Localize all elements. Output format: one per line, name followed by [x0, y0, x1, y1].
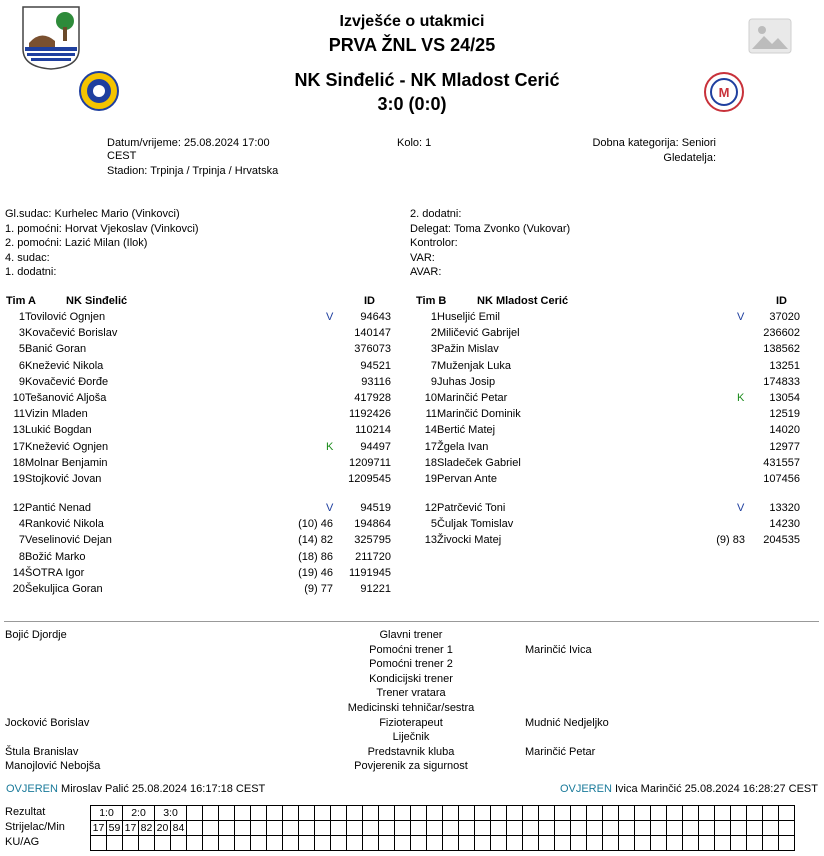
player-number: 1: [18, 311, 25, 323]
ku-ag-cell: [747, 836, 763, 851]
result-cell: [731, 806, 747, 821]
result-cell: [779, 806, 795, 821]
player-id: 431557: [763, 456, 800, 469]
scorer-cell: [491, 821, 507, 836]
official-right-item: AVAR:: [410, 266, 442, 278]
scorer-cell: [299, 821, 315, 836]
ku-ag-cell: [475, 836, 491, 851]
scorer-cell: [587, 821, 603, 836]
result-cell: [267, 806, 283, 821]
match-timezone: CEST: [107, 150, 137, 162]
player-name: Tovilović Ognjen: [25, 311, 106, 323]
staff-team-b: Marinčić Petar: [525, 745, 596, 758]
staff-team-a: Manojlović Nebojša: [5, 760, 101, 773]
goalkeeper-mark: V: [326, 311, 334, 323]
staff-role: Kondicijski trener: [369, 672, 453, 685]
player-id: 13320: [769, 502, 800, 514]
county-coat-of-arms: [21, 5, 81, 71]
player-id: 376073: [354, 343, 391, 356]
scorer-cell: [475, 821, 491, 836]
result-cell: [747, 806, 763, 821]
scorer-cell: [363, 821, 379, 836]
player-name: Lukić Bogdan: [25, 424, 92, 437]
player-id: 14020: [769, 424, 800, 437]
scorer-cell: [315, 821, 331, 836]
player-number: 5: [430, 518, 437, 531]
result-row-label: Rezultat: [5, 806, 46, 818]
player-name: Banić Goran: [25, 343, 87, 356]
scorer-cell: [539, 821, 555, 836]
substitution-info: (19) 46: [298, 566, 333, 579]
scorer-cell: [747, 821, 763, 836]
scorer-cell: [267, 821, 283, 836]
result-cell: [283, 806, 299, 821]
score-table: [90, 805, 795, 851]
player-name: Juhas Josip: [437, 375, 496, 388]
staff-role: Trener vratara: [376, 687, 446, 700]
result-cell: [203, 806, 219, 821]
player-number: 9: [430, 375, 437, 388]
official-left-item: 2. pomoćni: Lazić Milan (Ilok): [5, 237, 148, 249]
result-cell: [699, 806, 715, 821]
substitution-info: (9) 83: [716, 534, 745, 547]
player-number: 7: [18, 534, 25, 547]
scorer-cell: [523, 821, 539, 836]
player-number: 4: [18, 518, 25, 531]
ku-ag-cell: [667, 836, 683, 851]
player-id: 12519: [769, 408, 800, 421]
ku-ag-cell: [651, 836, 667, 851]
player-name: Knežević Ognjen: [25, 440, 109, 453]
result-cell: [571, 806, 587, 821]
staff-role: Glavni trener: [379, 629, 443, 641]
match-datetime: Datum/vrijeme: 25.08.2024 17:00: [107, 137, 270, 149]
ku-ag-cell: [555, 836, 571, 851]
player-name: Muženjak Luka: [437, 359, 511, 372]
result-cell: [379, 806, 395, 821]
result-cell: 2:0: [123, 806, 155, 821]
player-name: Vizin Mladen: [25, 408, 88, 421]
player-name: Kovačević Borislav: [25, 327, 118, 340]
player-id: 174833: [763, 375, 800, 388]
result-cell: [651, 806, 667, 821]
ku-ag-cell: [459, 836, 475, 851]
player-name: Miličević Gabrijel: [437, 327, 520, 340]
official-right-item: Delegat: Toma Zvonko (Vukovar): [410, 222, 571, 235]
substitution-info: (14) 82: [298, 534, 333, 547]
scorer-cell: [331, 821, 347, 836]
player-number: 5: [18, 343, 25, 356]
scorer-cell: 82: [139, 821, 155, 836]
captain-mark: K: [326, 440, 334, 453]
official-left-item: 4. sudac:: [5, 251, 50, 264]
report-title: Izvješće o utakmici: [339, 13, 485, 30]
player-name: Molnar Benjamin: [25, 456, 108, 469]
scorer-cell: [683, 821, 699, 836]
player-id: 12977: [769, 440, 800, 453]
scorer-cell: [667, 821, 683, 836]
result-cell: [315, 806, 331, 821]
staff-team-a: Bojić Djordje: [5, 629, 67, 641]
result-cell: [251, 806, 267, 821]
player-number: 1: [430, 311, 437, 323]
ku-ag-cell: [619, 836, 635, 851]
ku-ag-cell: [395, 836, 411, 851]
player-id: 1209545: [348, 473, 391, 485]
staff-team-b: Marinčić Ivica: [525, 643, 592, 656]
player-id: 94497: [360, 440, 391, 453]
result-cell: [475, 806, 491, 821]
team-a-label: Tim A: [6, 295, 36, 307]
ku-ag-cell: [251, 836, 267, 851]
player-id: 13251: [769, 359, 800, 372]
scorer-cell: [347, 821, 363, 836]
ku-ag-cell: [779, 836, 795, 851]
result-cell: [491, 806, 507, 821]
result-cell: [603, 806, 619, 821]
player-number: 12: [12, 502, 25, 514]
ku-ag-cell: [411, 836, 427, 851]
player-name: Veselinović Dejan: [25, 534, 112, 547]
player-number: 19: [424, 473, 437, 485]
player-name: ŠOTRA Igor: [25, 566, 85, 579]
player-number: 3: [430, 343, 437, 356]
ku-ag-cell: [603, 836, 619, 851]
divider: [4, 621, 819, 622]
scorer-cell: [731, 821, 747, 836]
player-id: 91221: [360, 583, 391, 595]
verified-text-right: Ivica Marinčić 25.08.2024 16:28:27 CEST: [614, 783, 818, 795]
team-a-id-header: ID: [364, 295, 375, 307]
player-number: 6: [18, 359, 25, 372]
scorer-cell: [555, 821, 571, 836]
player-id: 94643: [360, 311, 391, 323]
scorer-cell: [395, 821, 411, 836]
official-right-item: Kontrolor:: [410, 237, 458, 249]
player-number: 9: [18, 375, 25, 388]
player-name: Božić Marko: [25, 550, 86, 563]
scorer-cell: [619, 821, 635, 836]
ku-ag-row-label: KU/AG: [5, 836, 40, 848]
substitution-info: (9) 77: [304, 583, 333, 595]
result-cell: [619, 806, 635, 821]
team-b-label: Tim B: [416, 295, 447, 307]
official-left-item: Gl.sudac: Kurhelec Mario (Vinkovci): [5, 208, 180, 220]
player-number: 13: [12, 424, 25, 437]
scorer-cell: 17: [91, 821, 107, 836]
verification-left: [6, 783, 265, 795]
scorer-cell: [187, 821, 203, 836]
ku-ag-cell: [715, 836, 731, 851]
staff-team-a: Jocković Borislav: [5, 716, 90, 729]
result-cell: [507, 806, 523, 821]
result-cell: [555, 806, 571, 821]
player-id: 1209711: [348, 456, 391, 469]
player-number: 14: [12, 566, 25, 579]
scorer-row-label: Strijelac/Min: [5, 821, 65, 833]
scorer-cell: [699, 821, 715, 836]
result-cell: [427, 806, 443, 821]
goalkeeper-mark: V: [737, 502, 745, 514]
result-cell: [635, 806, 651, 821]
player-id: 417928: [354, 392, 391, 404]
ku-ag-cell: [219, 836, 235, 851]
scorer-cell: [763, 821, 779, 836]
player-number: 2: [430, 327, 437, 340]
ku-ag-cell: [491, 836, 507, 851]
player-number: 3: [18, 327, 25, 340]
scorer-cell: 84: [171, 821, 187, 836]
player-number: 13: [424, 534, 437, 547]
staff-team-b: Mudnić Nedjeljko: [525, 716, 609, 729]
player-number: 11: [425, 408, 437, 421]
match-score: 3:0 (0:0): [377, 94, 447, 114]
verified-tag-left: OVJEREN: [6, 783, 58, 795]
scorer-cell: 20: [155, 821, 171, 836]
player-name: Bertić Matej: [437, 424, 496, 437]
player-number: 10: [12, 392, 25, 404]
team-b-name: NK Mladost Cerić: [477, 295, 569, 307]
ku-ag-cell: [139, 836, 155, 851]
player-number: 17: [12, 440, 25, 453]
player-number: 19: [12, 473, 25, 485]
scorer-cell: [571, 821, 587, 836]
player-id: 1191945: [348, 566, 391, 579]
team-a-name: NK Sinđelić: [66, 295, 128, 307]
ku-ag-cell: [635, 836, 651, 851]
scorer-cell: [603, 821, 619, 836]
player-number: 11: [13, 408, 25, 421]
ku-ag-cell: [283, 836, 299, 851]
player-id: 94519: [360, 502, 391, 514]
substitution-info: (10) 46: [298, 518, 333, 531]
player-name: Žgela Ivan: [437, 440, 489, 453]
scorer-cell: 59: [107, 821, 123, 836]
scorer-cell: [235, 821, 251, 836]
staff-team-a: Štula Branislav: [5, 745, 79, 758]
player-name: Marinčić Dominik: [437, 408, 521, 421]
team-b-id-header: ID: [776, 295, 787, 307]
player-name: Pažin Mislav: [437, 343, 499, 356]
match-stadium: Stadion: Trpinja / Trpinja / Hrvatska: [107, 165, 279, 177]
ku-ag-cell: [587, 836, 603, 851]
ku-ag-cell: [155, 836, 171, 851]
player-number: 12: [424, 502, 437, 514]
player-id: 107456: [763, 473, 800, 485]
verification-right: [500, 783, 818, 795]
player-name: Patrčević Toni: [437, 502, 506, 514]
player-id: 138562: [763, 343, 800, 356]
player-number: 8: [18, 550, 25, 563]
age-category: Dobna kategorija: Seniori: [592, 137, 716, 149]
verified-text-left: Miroslav Palić 25.08.2024 16:17:18 CEST: [61, 783, 266, 795]
staff-role: Pomoćni trener 1: [369, 643, 453, 656]
result-cell: [523, 806, 539, 821]
home-club-crest: [79, 71, 119, 111]
scorer-cell: [411, 821, 427, 836]
result-cell: [187, 806, 203, 821]
ku-ag-cell: [171, 836, 187, 851]
scorer-cell: [203, 821, 219, 836]
ku-ag-cell: [107, 836, 123, 851]
ku-ag-cell: [379, 836, 395, 851]
ku-ag-cell: [539, 836, 555, 851]
player-name: Čuljak Tomislav: [437, 518, 514, 531]
scorer-cell: [283, 821, 299, 836]
staff-role: Medicinski tehničar/sestra: [347, 702, 475, 714]
player-name: Stojković Jovan: [25, 473, 102, 485]
result-cell: [683, 806, 699, 821]
scorer-cell: [651, 821, 667, 836]
staff-role: Povjerenik za sigurnost: [354, 760, 468, 773]
ku-ag-cell: [315, 836, 331, 851]
scorer-cell: [379, 821, 395, 836]
ku-ag-cell: [91, 836, 107, 851]
player-number: 20: [12, 583, 25, 595]
scorer-cell: [443, 821, 459, 836]
result-cell: [539, 806, 555, 821]
match-round: Kolo: 1: [397, 137, 432, 149]
ku-ag-cell: [235, 836, 251, 851]
player-name: Kovačević Đorđe: [25, 375, 109, 388]
player-id: 14230: [769, 518, 800, 531]
ku-ag-cell: [507, 836, 523, 851]
player-name: Šekuljica Goran: [25, 583, 103, 595]
player-id: 13054: [769, 392, 800, 404]
federation-logo-placeholder: [748, 18, 792, 54]
player-id: 110214: [355, 424, 391, 437]
spectators: Gledatelja:: [663, 152, 716, 164]
goalkeeper-mark: V: [737, 311, 745, 323]
scorer-cell: [251, 821, 267, 836]
result-cell: [395, 806, 411, 821]
ku-ag-cell: [571, 836, 587, 851]
ku-ag-cell: [331, 836, 347, 851]
result-cell: [667, 806, 683, 821]
result-cell: [443, 806, 459, 821]
player-number: 18: [12, 456, 25, 469]
player-number: 7: [430, 359, 437, 372]
result-cell: [587, 806, 603, 821]
staff-role: Pomoćni trener 2: [369, 658, 453, 671]
player-name: Marinčić Petar: [437, 392, 508, 404]
player-name: Živocki Matej: [437, 534, 502, 547]
player-id: 204535: [763, 534, 800, 547]
official-left-item: 1. dodatni:: [5, 266, 57, 278]
ku-ag-cell: [763, 836, 779, 851]
result-cell: [411, 806, 427, 821]
result-cell: [299, 806, 315, 821]
scorer-cell: [427, 821, 443, 836]
player-id: 140147: [354, 327, 391, 340]
player-name: Sladeček Gabriel: [437, 456, 521, 469]
player-id: 1192426: [348, 408, 391, 421]
svg-text:M: M: [718, 85, 730, 100]
scorer-cell: [635, 821, 651, 836]
substitution-info: (18) 86: [298, 550, 333, 563]
player-name: Tešanović Aljoša: [25, 392, 107, 404]
player-id: 211720: [355, 550, 391, 563]
player-name: Pervan Ante: [437, 473, 497, 485]
staff-role: Liječnik: [392, 731, 430, 744]
ku-ag-cell: [363, 836, 379, 851]
player-name: Pantić Nenad: [25, 502, 92, 514]
player-name: Knežević Nikola: [25, 359, 104, 372]
ku-ag-cell: [347, 836, 363, 851]
ku-ag-cell: [699, 836, 715, 851]
result-cell: [331, 806, 347, 821]
result-cell: [763, 806, 779, 821]
scorer-cell: [715, 821, 731, 836]
player-id: 93116: [361, 375, 391, 388]
official-left-item: 1. pomoćni: Horvat Vjekoslav (Vinkovci): [5, 222, 199, 235]
match-title: NK Sinđelić - NK Mladost Cerić: [294, 70, 560, 90]
ku-ag-cell: [203, 836, 219, 851]
official-right-item: 2. dodatni:: [410, 208, 462, 220]
player-id: 194864: [354, 518, 391, 531]
player-id: 236602: [763, 327, 800, 340]
ku-ag-cell: [299, 836, 315, 851]
ku-ag-cell: [123, 836, 139, 851]
ku-ag-cell: [267, 836, 283, 851]
player-id: 94521: [360, 359, 391, 372]
result-cell: 3:0: [155, 806, 187, 821]
verified-tag-right: OVJEREN: [559, 783, 612, 795]
player-name: Huseljić Emil: [437, 311, 500, 323]
ku-ag-cell: [731, 836, 747, 851]
player-id: 325795: [354, 534, 391, 547]
ku-ag-cell: [427, 836, 443, 851]
player-number: 10: [424, 392, 437, 404]
scorer-cell: [219, 821, 235, 836]
scorer-cell: [507, 821, 523, 836]
result-cell: [347, 806, 363, 821]
goalkeeper-mark: V: [326, 502, 334, 514]
scorer-cell: [459, 821, 475, 836]
ku-ag-cell: [683, 836, 699, 851]
result-cell: [715, 806, 731, 821]
official-right-item: VAR:: [410, 251, 435, 264]
result-cell: 1:0: [91, 806, 123, 821]
result-cell: [363, 806, 379, 821]
player-id: 37020: [769, 311, 800, 323]
ku-ag-cell: [443, 836, 459, 851]
result-cell: [235, 806, 251, 821]
ku-ag-cell: [523, 836, 539, 851]
scorer-cell: 17: [123, 821, 139, 836]
staff-role: Predstavnik kluba: [367, 745, 455, 758]
away-club-crest: [702, 71, 746, 113]
scorer-cell: [779, 821, 795, 836]
player-number: 17: [424, 440, 437, 453]
player-number: 18: [424, 456, 437, 469]
competition-title: PRVA ŽNL VS 24/25: [328, 35, 496, 55]
captain-mark: K: [737, 392, 745, 404]
staff-role: Fizioterapeut: [379, 716, 443, 729]
player-name: Ranković Nikola: [25, 518, 104, 531]
player-number: 14: [424, 424, 437, 437]
ku-ag-cell: [187, 836, 203, 851]
result-cell: [459, 806, 475, 821]
result-cell: [219, 806, 235, 821]
